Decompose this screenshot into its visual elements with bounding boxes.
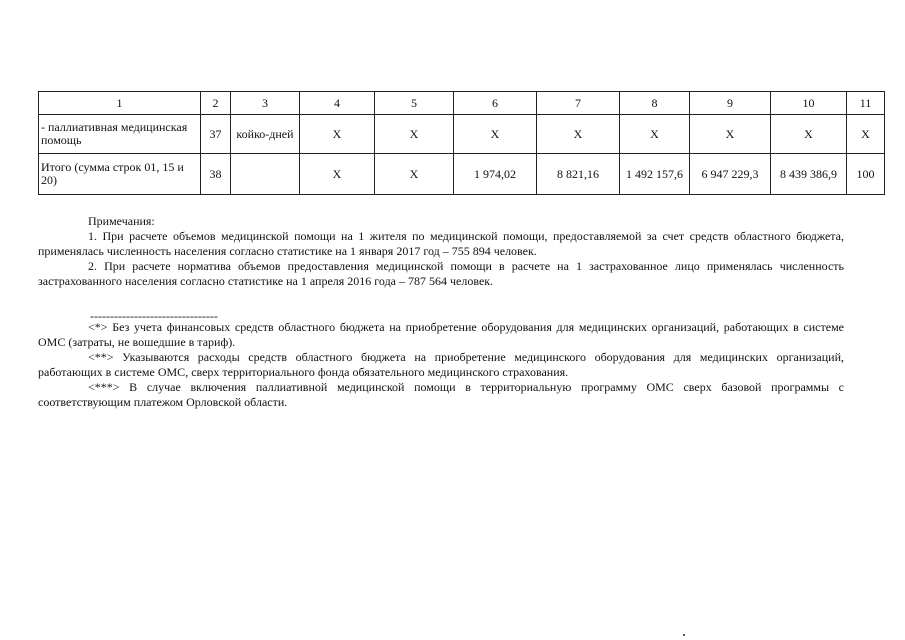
header-cell: 2	[201, 92, 231, 115]
table-cell: Х	[771, 115, 847, 154]
header-cell: 9	[690, 92, 771, 115]
table-cell	[231, 154, 300, 195]
table-cell: Х	[300, 154, 375, 195]
table-cell: Х	[537, 115, 620, 154]
table-cell: 6 947 229,3	[690, 154, 771, 195]
footnote: <***> В случае включения паллиативной медицинской помощи в территориальную программу ОМС сверх базовой программы с соответствующим платежом Орловской области.	[38, 380, 844, 409]
table-cell: - паллиативная медицинская помощь	[39, 115, 201, 154]
header-cell: 1	[39, 92, 201, 115]
table-cell: Итого (сумма строк 01, 15 и 20)	[39, 154, 201, 195]
header-cell: 3	[231, 92, 300, 115]
header-cell: 8	[620, 92, 690, 115]
table-header-row	[39, 92, 885, 115]
note-item: 1. При расчете объемов медицинской помощи на 1 жителя по медицинской помощи, предоставляемой за счет средств областного бюджета, применялась численность населения согласно статистике на 1 января 2017 год – 755 894 человек.	[38, 229, 844, 258]
footnotes-section	[38, 320, 844, 410]
table-cell: Х	[847, 115, 885, 154]
table-cell: Х	[454, 115, 537, 154]
table-cell: 1 974,02	[454, 154, 537, 195]
header-cell: 4	[300, 92, 375, 115]
table-cell: 37	[201, 115, 231, 154]
table-cell: 8 439 386,9	[771, 154, 847, 195]
notes-section	[38, 214, 844, 289]
notes-title: Примечания:	[88, 214, 155, 228]
table-row	[39, 154, 885, 195]
table-cell: 38	[201, 154, 231, 195]
footnote: <**> Указываются расходы средств областного бюджета на приобретение медицинского оборудования для медицинских организаций, работающих в системе ОМС, сверх территориального фонда обязательного медицинского страхования.	[38, 350, 844, 379]
table-cell: Х	[620, 115, 690, 154]
table-cell: Х	[375, 154, 454, 195]
header-cell: 6	[454, 92, 537, 115]
table-cell: 100	[847, 154, 885, 195]
table-cell: 1 492 157,6	[620, 154, 690, 195]
data-table	[38, 91, 885, 195]
table-row	[39, 115, 885, 154]
footnote: <*> Без учета финансовых средств областного бюджета на приобретение оборудования для медицинских организаций, работающих в системе ОМС (затраты, не вошедшие в тариф).	[38, 320, 844, 349]
table-cell: Х	[375, 115, 454, 154]
header-cell: 5	[375, 92, 454, 115]
table-cell: Х	[690, 115, 771, 154]
footnote-separator: --------------------------------	[90, 309, 218, 323]
table-cell: 8 821,16	[537, 154, 620, 195]
header-cell: 10	[771, 92, 847, 115]
header-cell: 11	[847, 92, 885, 115]
header-cell: 7	[537, 92, 620, 115]
scan-speck	[683, 634, 685, 636]
note-item: 2. При расчете норматива объемов предоставления медицинской помощи в расчете на 1 застрахованное лицо применялась численность застрахованного населения согласно статистике на 1 апреля 2016 года – 787 564 человек.	[38, 259, 844, 288]
table-cell: Х	[300, 115, 375, 154]
table-cell: койко-дней	[231, 115, 300, 154]
